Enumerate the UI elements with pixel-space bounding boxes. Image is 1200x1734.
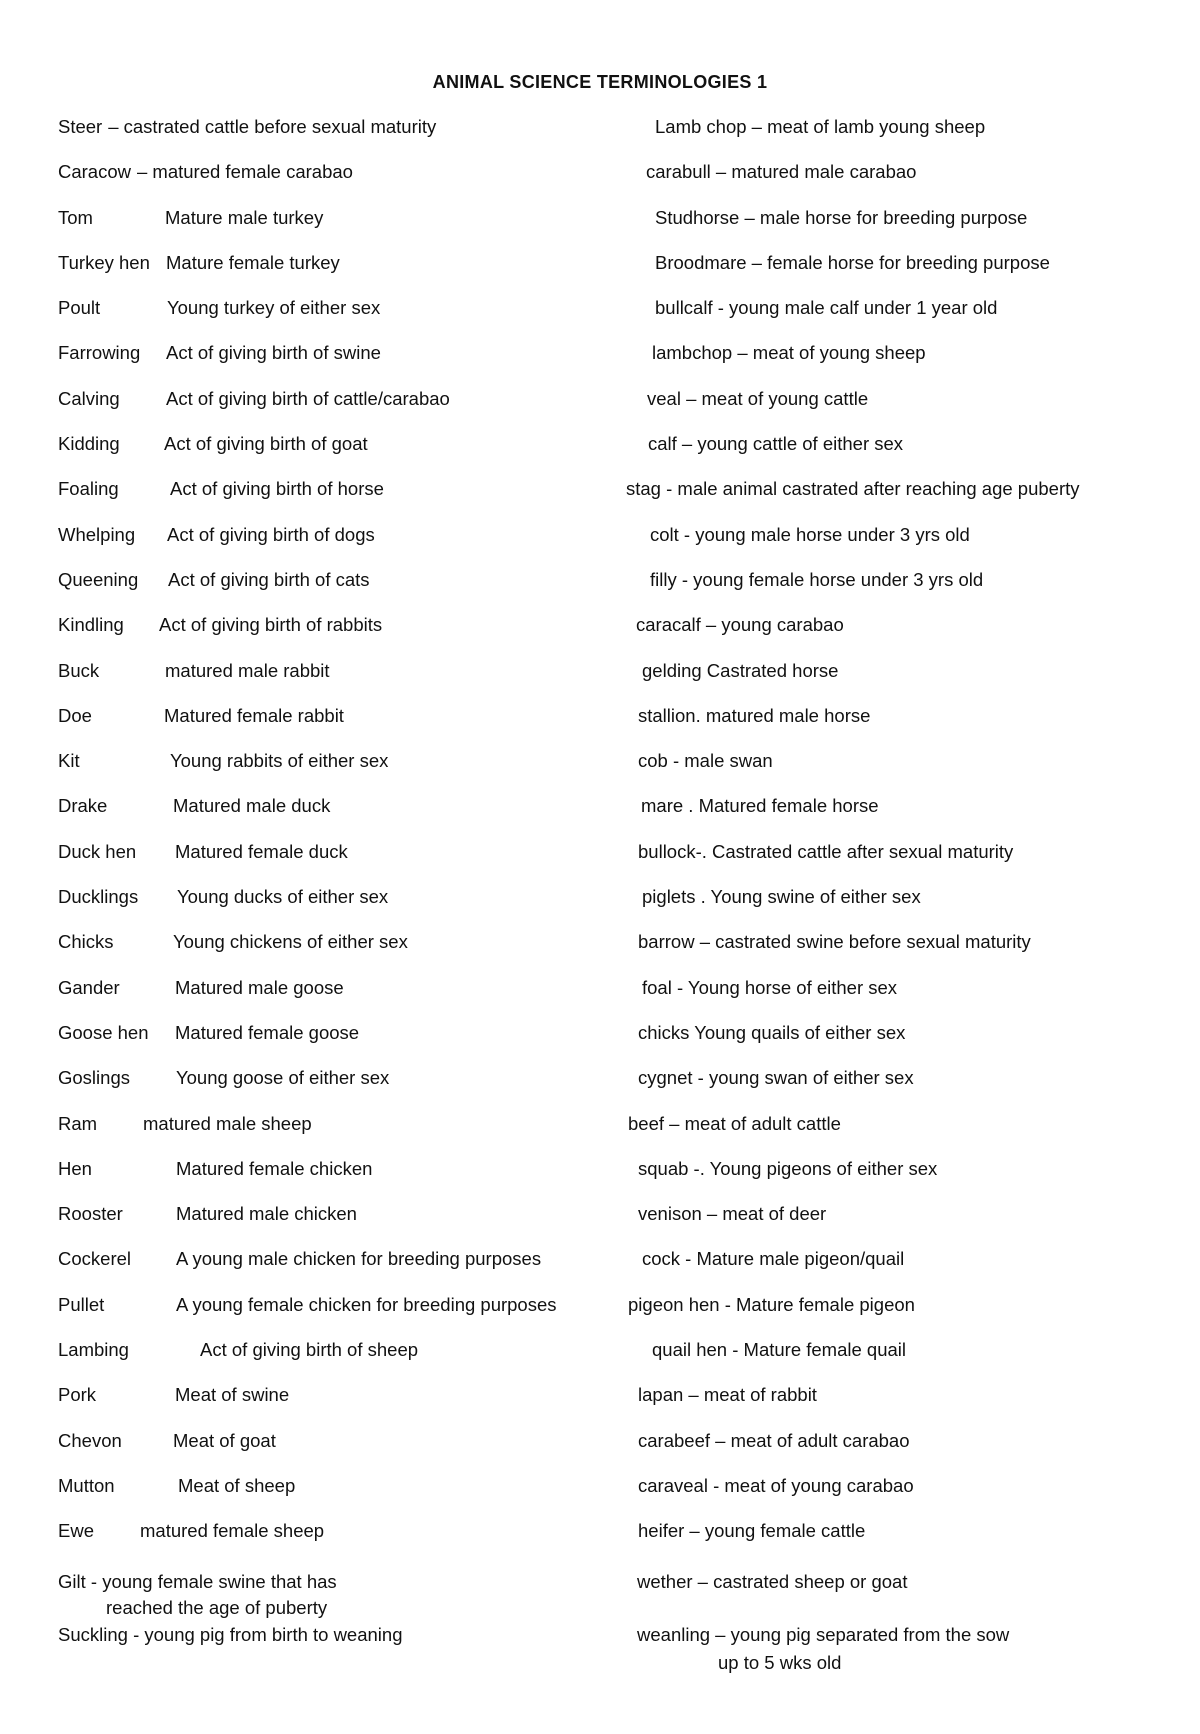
term-definition: A young female chicken for breeding purposes (176, 1293, 557, 1315)
term-definition: Act of giving birth of goat (164, 433, 368, 455)
right-entry (622, 1384, 1182, 1429)
left-entry (58, 433, 618, 478)
term-label: Ducklings (58, 886, 139, 908)
term-entry-text: mare . Matured female horse (641, 795, 879, 817)
term-definition: Young chickens of either sex (173, 931, 408, 953)
left-entry (58, 1203, 618, 1248)
left-entry (58, 1248, 618, 1293)
term-entry-text: piglets . Young swine of either sex (642, 886, 921, 908)
term-label: Gander (58, 976, 120, 998)
term-definition: Act of giving birth of cats (168, 568, 370, 590)
term-label: Rooster (58, 1203, 123, 1225)
left-entry (58, 705, 618, 750)
left-entry (58, 841, 618, 886)
right-entry (622, 1067, 1182, 1112)
term-entry-text: Studhorse – male horse for breeding purpose (655, 206, 1028, 228)
term-label: Tom (58, 206, 93, 228)
term-label: Pork (58, 1384, 97, 1406)
term-label: Drake (58, 795, 108, 817)
term-entry-text: foal - Young horse of either sex (642, 976, 898, 998)
term-entry-text: gelding Castrated horse (642, 659, 839, 681)
left-column (58, 116, 618, 1566)
right-entry (622, 1294, 1182, 1339)
term-definition: Mature female turkey (166, 251, 340, 273)
right-entry (622, 614, 1182, 659)
term-definition: Act of giving birth of sheep (200, 1339, 419, 1361)
term-entry-text: colt - young male horse under 3 yrs old (650, 523, 970, 545)
term-wether: wether – castrated sheep or goat (637, 1571, 908, 1592)
left-entry (58, 1384, 618, 1429)
right-entry (622, 342, 1182, 387)
left-entry (58, 524, 618, 569)
term-definition: Matured male goose (175, 976, 344, 998)
term-label: Farrowing (58, 342, 141, 364)
term-entry-text: cock - Mature male pigeon/quail (642, 1248, 905, 1270)
term-label: Chevon (58, 1429, 122, 1451)
left-entry (58, 1430, 618, 1475)
term-label: Hen (58, 1157, 92, 1179)
term-label: Kidding (58, 433, 120, 455)
term-definition: Matured male chicken (176, 1203, 357, 1225)
right-entry (622, 886, 1182, 931)
term-entry-text: carabull – matured male carabao (646, 161, 917, 183)
term-label: Cockerel (58, 1248, 131, 1270)
term-definition: matured male rabbit (165, 659, 330, 681)
term-definition: Meat of swine (175, 1384, 290, 1406)
term-label: Foaling (58, 478, 119, 500)
term-entry-text: filly - young female horse under 3 yrs old (650, 568, 984, 590)
term-entry-text: cygnet - young swan of either sex (638, 1067, 914, 1089)
term-entry-text: caracalf – young carabao (636, 614, 844, 636)
term-entry-text: barrow – castrated swine before sexual maturity (638, 931, 1031, 953)
right-entry (622, 1520, 1182, 1565)
term-definition: – castrated cattle before sexual maturity (108, 116, 437, 137)
right-entry (622, 207, 1182, 252)
right-entry (622, 1203, 1182, 1248)
term-definition: Matured male duck (173, 795, 331, 817)
term-label: Mutton (58, 1474, 115, 1496)
term-definition: Young turkey of either sex (167, 297, 381, 319)
right-entry (622, 116, 1182, 161)
right-entry (622, 1339, 1182, 1384)
left-entry (58, 297, 618, 342)
right-entry (622, 795, 1182, 840)
term-entry-text: cob - male swan (638, 750, 773, 772)
term-entry-text: stag - male animal castrated after reaching age puberty (626, 478, 1080, 500)
term-label: Kindling (58, 614, 124, 636)
term-entry-text: bullock-. Castrated cattle after sexual maturity (638, 840, 1014, 862)
right-entry (622, 478, 1182, 523)
right-entry (622, 660, 1182, 705)
term-definition: Mature male turkey (165, 206, 324, 228)
left-entry (58, 116, 618, 161)
term-label: Buck (58, 659, 100, 681)
term-label: Caracow (58, 161, 131, 183)
right-entry (622, 524, 1182, 569)
term-entry-text: Lamb chop – meat of lamb young sheep (655, 116, 986, 137)
term-label: Pullet (58, 1293, 105, 1315)
term-label: Doe (58, 704, 92, 726)
left-entry (58, 1022, 618, 1067)
term-label: Queening (58, 568, 139, 590)
right-entry (622, 297, 1182, 342)
right-entry (622, 388, 1182, 433)
term-definition: Matured female goose (175, 1021, 360, 1043)
term-entry-text: quail hen - Mature female quail (652, 1339, 907, 1361)
term-gilt: Gilt - young female swine that has (58, 1571, 337, 1592)
term-definition: Matured female rabbit (164, 704, 344, 726)
term-entry-text: veal – meat of young cattle (647, 387, 869, 409)
left-entry (58, 750, 618, 795)
term-label: Lambing (58, 1339, 129, 1361)
left-entry (58, 977, 618, 1022)
right-entry (622, 1158, 1182, 1203)
term-definition: – matured female carabao (137, 161, 353, 183)
term-label: Steer (58, 116, 103, 137)
left-entry (58, 207, 618, 252)
term-definition: Act of giving birth of cattle/carabao (166, 387, 450, 409)
right-entry (622, 841, 1182, 886)
term-entry-text: bullcalf - young male calf under 1 year old (655, 297, 998, 319)
term-definition: Young ducks of either sex (177, 886, 389, 908)
right-entry (622, 931, 1182, 976)
left-entry (58, 1294, 618, 1339)
right-entry (622, 252, 1182, 297)
right-entry (622, 569, 1182, 614)
left-entry (58, 1113, 618, 1158)
term-entry-text: caraveal - meat of young carabao (638, 1474, 914, 1496)
term-gilt-continued: reached the age of puberty (106, 1597, 328, 1618)
term-definition: Act of giving birth of rabbits (159, 614, 383, 636)
term-definition: matured male sheep (143, 1112, 312, 1134)
term-definition: Act of giving birth of dogs (167, 523, 375, 545)
term-entry-text: lambchop – meat of young sheep (652, 342, 926, 364)
term-definition: matured female sheep (140, 1520, 325, 1542)
term-label: Whelping (58, 523, 136, 545)
term-entry-text: venison – meat of deer (638, 1203, 827, 1225)
right-entry (622, 1475, 1182, 1520)
left-entry (58, 569, 618, 614)
left-entry (58, 1475, 618, 1520)
term-label: Turkey hen (58, 251, 150, 273)
term-label: Goslings (58, 1067, 130, 1089)
left-entry (58, 1158, 618, 1203)
term-entry-text: carabeef – meat of adult carabao (638, 1429, 910, 1451)
term-entry-text: chicks Young quails of either sex (638, 1021, 906, 1043)
term-label: Calving (58, 387, 120, 409)
term-definition: Act of giving birth of swine (166, 342, 381, 364)
right-entry (622, 750, 1182, 795)
right-column (622, 116, 1182, 1566)
left-entry (58, 161, 618, 206)
term-entry-text: calf – young cattle of either sex (648, 433, 904, 455)
right-entry (622, 1022, 1182, 1067)
term-definition: Young rabbits of either sex (170, 750, 389, 772)
right-entry (622, 1113, 1182, 1158)
term-label: Kit (58, 750, 80, 772)
term-entry-text: heifer – young female cattle (638, 1520, 866, 1542)
right-entry (622, 161, 1182, 206)
term-definition: Meat of goat (173, 1429, 276, 1451)
left-entry (58, 388, 618, 433)
term-entry-text: Broodmare – female horse for breeding purpose (655, 251, 1050, 273)
term-label: Ram (58, 1112, 98, 1134)
term-definition: A young male chicken for breeding purposes (176, 1248, 542, 1270)
left-entry (58, 660, 618, 705)
term-definition: Young goose of either sex (176, 1067, 390, 1089)
term-label: Poult (58, 297, 101, 319)
term-entry-text: lapan – meat of rabbit (638, 1384, 817, 1406)
left-entry (58, 1067, 618, 1112)
term-weanling-continued: up to 5 wks old (718, 1652, 842, 1673)
term-entry-text: stallion. matured male horse (638, 704, 871, 726)
left-entry (58, 1520, 618, 1565)
term-label: Duck hen (58, 840, 137, 862)
page-title: ANIMAL SCIENCE TERMINOLOGIES 1 (432, 72, 768, 92)
left-entry (58, 931, 618, 976)
left-entry (58, 478, 618, 523)
right-entry (622, 1430, 1182, 1475)
term-definition: Meat of sheep (178, 1474, 296, 1496)
right-entry (622, 433, 1182, 478)
left-entry (58, 1339, 618, 1384)
right-entry (622, 977, 1182, 1022)
term-definition: Matured female duck (175, 840, 348, 862)
left-entry (58, 795, 618, 840)
left-entry (58, 886, 618, 931)
term-label: Ewe (58, 1520, 94, 1542)
term-definition: Matured female chicken (176, 1157, 373, 1179)
term-entry-text: pigeon hen - Mature female pigeon (628, 1293, 915, 1315)
left-entry (58, 342, 618, 387)
left-entry (58, 252, 618, 297)
term-weanling: weanling – young pig separated from the sow (637, 1624, 1010, 1645)
term-suckling: Suckling - young pig from birth to weaning (58, 1624, 403, 1645)
term-entry-text: squab -. Young pigeons of either sex (638, 1157, 938, 1179)
term-label: Goose hen (58, 1021, 149, 1043)
term-entry-text: beef – meat of adult cattle (628, 1112, 841, 1134)
term-definition: Act of giving birth of horse (170, 478, 384, 500)
left-entry (58, 614, 618, 659)
right-entry (622, 1248, 1182, 1293)
right-entry (622, 705, 1182, 750)
term-label: Chicks (58, 931, 114, 953)
